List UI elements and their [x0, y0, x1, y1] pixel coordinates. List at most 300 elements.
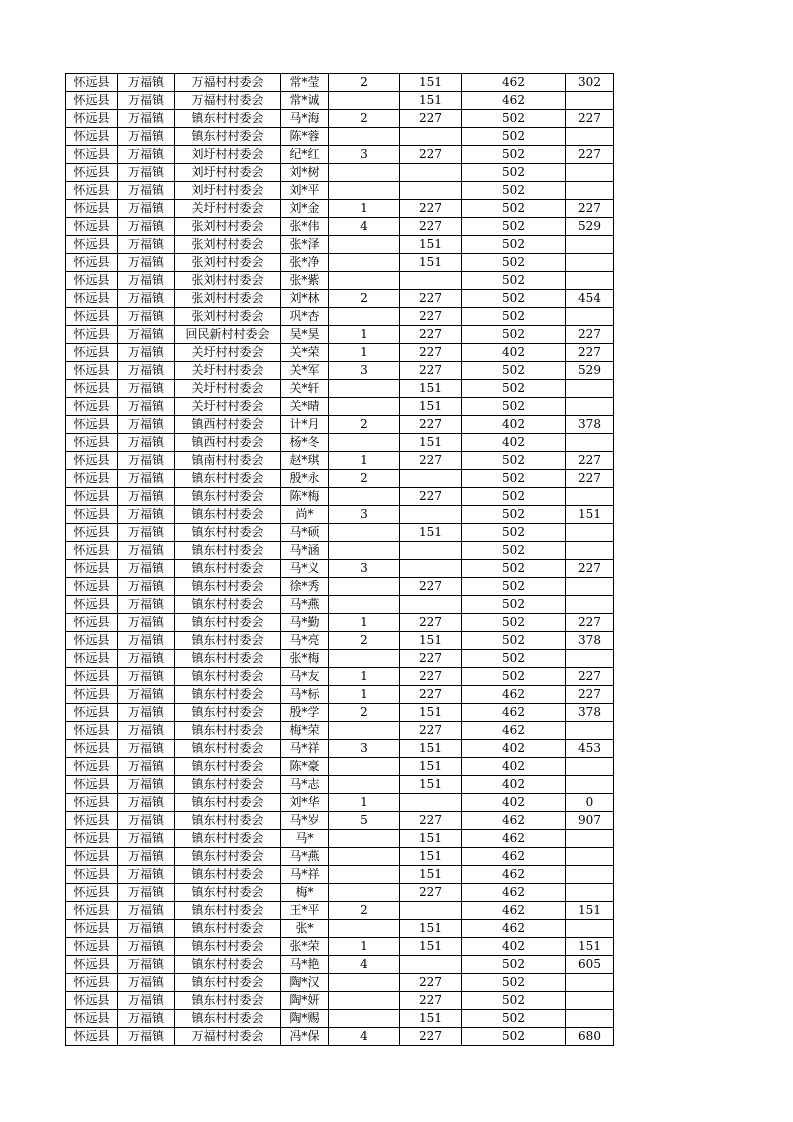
count-cell: 5 [329, 812, 400, 830]
total-cell: 227 [566, 686, 614, 704]
name-cell: 马*涵 [281, 542, 329, 560]
amount-a-cell: 151 [400, 1010, 462, 1028]
table-row [66, 920, 614, 938]
table-row [66, 128, 614, 146]
amount-a-cell: 151 [400, 398, 462, 416]
table-row [66, 470, 614, 488]
town-cell: 万福镇 [118, 398, 175, 416]
village-cell: 刘圩村村委会 [175, 182, 281, 200]
table-row [66, 506, 614, 524]
county-cell: 怀远县 [66, 956, 118, 974]
town-cell: 万福镇 [118, 308, 175, 326]
table-row [66, 1028, 614, 1046]
total-cell [566, 254, 614, 272]
county-cell: 怀远县 [66, 488, 118, 506]
count-cell [329, 542, 400, 560]
name-cell: 关*轩 [281, 380, 329, 398]
total-cell: 227 [566, 614, 614, 632]
amount-b-cell: 462 [462, 866, 566, 884]
amount-a-cell: 227 [400, 884, 462, 902]
table-row [66, 182, 614, 200]
count-cell: 4 [329, 218, 400, 236]
amount-b-cell: 502 [462, 506, 566, 524]
name-cell: 关*军 [281, 362, 329, 380]
count-cell: 1 [329, 326, 400, 344]
town-cell: 万福镇 [118, 956, 175, 974]
table-row [66, 704, 614, 722]
village-cell: 镇东村村委会 [175, 758, 281, 776]
total-cell: 378 [566, 416, 614, 434]
amount-a-cell: 151 [400, 632, 462, 650]
village-cell: 镇南村村委会 [175, 452, 281, 470]
name-cell: 张*伟 [281, 218, 329, 236]
county-cell: 怀远县 [66, 200, 118, 218]
village-cell: 镇东村村委会 [175, 884, 281, 902]
total-cell: 454 [566, 290, 614, 308]
town-cell: 万福镇 [118, 902, 175, 920]
amount-b-cell: 462 [462, 848, 566, 866]
village-cell: 镇东村村委会 [175, 722, 281, 740]
town-cell: 万福镇 [118, 830, 175, 848]
table-row [66, 542, 614, 560]
total-cell: 151 [566, 902, 614, 920]
town-cell: 万福镇 [118, 290, 175, 308]
name-cell: 刘*树 [281, 164, 329, 182]
county-cell: 怀远县 [66, 1010, 118, 1028]
town-cell: 万福镇 [118, 380, 175, 398]
name-cell: 马*燕 [281, 596, 329, 614]
total-cell [566, 992, 614, 1010]
village-cell: 镇东村村委会 [175, 488, 281, 506]
amount-b-cell: 462 [462, 920, 566, 938]
town-cell: 万福镇 [118, 128, 175, 146]
amount-b-cell: 402 [462, 938, 566, 956]
total-cell: 605 [566, 956, 614, 974]
total-cell: 227 [566, 470, 614, 488]
table-row [66, 164, 614, 182]
village-cell: 张刘村村委会 [175, 218, 281, 236]
amount-a-cell: 151 [400, 92, 462, 110]
name-cell: 徐*秀 [281, 578, 329, 596]
town-cell: 万福镇 [118, 650, 175, 668]
count-cell: 2 [329, 416, 400, 434]
amount-a-cell: 227 [400, 488, 462, 506]
total-cell: 227 [566, 452, 614, 470]
village-cell: 镇东村村委会 [175, 704, 281, 722]
name-cell: 陈*梅 [281, 488, 329, 506]
name-cell: 冯*保 [281, 1028, 329, 1046]
count-cell [329, 380, 400, 398]
village-cell: 关圩村村委会 [175, 200, 281, 218]
table-row [66, 254, 614, 272]
total-cell [566, 92, 614, 110]
amount-b-cell: 502 [462, 650, 566, 668]
village-cell: 镇东村村委会 [175, 794, 281, 812]
count-cell [329, 974, 400, 992]
town-cell: 万福镇 [118, 596, 175, 614]
table-row [66, 290, 614, 308]
county-cell: 怀远县 [66, 74, 118, 92]
total-cell: 151 [566, 938, 614, 956]
amount-a-cell: 151 [400, 704, 462, 722]
count-cell: 1 [329, 938, 400, 956]
town-cell: 万福镇 [118, 938, 175, 956]
name-cell: 张*梅 [281, 650, 329, 668]
town-cell: 万福镇 [118, 452, 175, 470]
count-cell [329, 578, 400, 596]
table-row [66, 686, 614, 704]
town-cell: 万福镇 [118, 740, 175, 758]
name-cell: 常*诚 [281, 92, 329, 110]
count-cell: 2 [329, 902, 400, 920]
name-cell: 马*义 [281, 560, 329, 578]
village-cell: 镇东村村委会 [175, 740, 281, 758]
county-cell: 怀远县 [66, 434, 118, 452]
table-row [66, 974, 614, 992]
amount-b-cell: 502 [462, 956, 566, 974]
village-cell: 镇东村村委会 [175, 542, 281, 560]
amount-b-cell: 462 [462, 812, 566, 830]
village-cell: 镇东村村委会 [175, 614, 281, 632]
county-cell: 怀远县 [66, 668, 118, 686]
count-cell [329, 848, 400, 866]
name-cell: 常*莹 [281, 74, 329, 92]
town-cell: 万福镇 [118, 488, 175, 506]
amount-b-cell: 502 [462, 614, 566, 632]
name-cell: 陶*汉 [281, 974, 329, 992]
town-cell: 万福镇 [118, 92, 175, 110]
count-cell: 2 [329, 74, 400, 92]
amount-a-cell: 227 [400, 668, 462, 686]
table-row [66, 722, 614, 740]
total-cell [566, 776, 614, 794]
name-cell: 杨*冬 [281, 434, 329, 452]
amount-b-cell: 462 [462, 902, 566, 920]
village-cell: 张刘村村委会 [175, 272, 281, 290]
count-cell [329, 524, 400, 542]
county-cell: 怀远县 [66, 866, 118, 884]
count-cell: 4 [329, 956, 400, 974]
village-cell: 镇东村村委会 [175, 1010, 281, 1028]
amount-b-cell: 462 [462, 704, 566, 722]
amount-b-cell: 502 [462, 200, 566, 218]
county-cell: 怀远县 [66, 884, 118, 902]
village-cell: 镇西村村委会 [175, 416, 281, 434]
village-cell: 镇东村村委会 [175, 470, 281, 488]
count-cell: 1 [329, 668, 400, 686]
county-cell: 怀远县 [66, 254, 118, 272]
name-cell: 刘*华 [281, 794, 329, 812]
amount-b-cell: 502 [462, 290, 566, 308]
amount-b-cell: 502 [462, 146, 566, 164]
name-cell: 马*友 [281, 668, 329, 686]
amount-b-cell: 502 [462, 380, 566, 398]
amount-a-cell [400, 902, 462, 920]
amount-a-cell: 151 [400, 920, 462, 938]
name-cell: 张*泽 [281, 236, 329, 254]
data-table [65, 73, 614, 1046]
amount-b-cell: 502 [462, 542, 566, 560]
table-row [66, 524, 614, 542]
total-cell: 453 [566, 740, 614, 758]
total-cell [566, 308, 614, 326]
count-cell [329, 830, 400, 848]
county-cell: 怀远县 [66, 272, 118, 290]
total-cell [566, 758, 614, 776]
amount-b-cell: 502 [462, 164, 566, 182]
table-row [66, 776, 614, 794]
amount-a-cell: 151 [400, 776, 462, 794]
table-row [66, 326, 614, 344]
table-row [66, 92, 614, 110]
amount-b-cell: 462 [462, 74, 566, 92]
name-cell: 马*祥 [281, 866, 329, 884]
amount-b-cell: 502 [462, 362, 566, 380]
name-cell: 刘*金 [281, 200, 329, 218]
amount-a-cell: 151 [400, 254, 462, 272]
table-row [66, 632, 614, 650]
count-cell [329, 128, 400, 146]
town-cell: 万福镇 [118, 524, 175, 542]
amount-a-cell: 227 [400, 218, 462, 236]
total-cell [566, 236, 614, 254]
amount-b-cell: 502 [462, 326, 566, 344]
total-cell [566, 650, 614, 668]
county-cell: 怀远县 [66, 1028, 118, 1046]
table-row [66, 830, 614, 848]
county-cell: 怀远县 [66, 506, 118, 524]
total-cell: 378 [566, 632, 614, 650]
village-cell: 镇东村村委会 [175, 524, 281, 542]
amount-a-cell: 227 [400, 452, 462, 470]
count-cell [329, 866, 400, 884]
county-cell: 怀远县 [66, 128, 118, 146]
total-cell [566, 164, 614, 182]
amount-a-cell: 151 [400, 758, 462, 776]
amount-a-cell: 227 [400, 362, 462, 380]
town-cell: 万福镇 [118, 1010, 175, 1028]
amount-a-cell [400, 542, 462, 560]
county-cell: 怀远县 [66, 380, 118, 398]
name-cell: 陶*赐 [281, 1010, 329, 1028]
count-cell [329, 722, 400, 740]
village-cell: 万福村村委会 [175, 74, 281, 92]
county-cell: 怀远县 [66, 920, 118, 938]
town-cell: 万福镇 [118, 722, 175, 740]
amount-b-cell: 502 [462, 398, 566, 416]
amount-a-cell: 227 [400, 1028, 462, 1046]
county-cell: 怀远县 [66, 236, 118, 254]
town-cell: 万福镇 [118, 434, 175, 452]
total-cell [566, 488, 614, 506]
amount-b-cell: 402 [462, 344, 566, 362]
town-cell: 万福镇 [118, 632, 175, 650]
county-cell: 怀远县 [66, 110, 118, 128]
amount-b-cell: 502 [462, 110, 566, 128]
name-cell: 马*岁 [281, 812, 329, 830]
village-cell: 镇东村村委会 [175, 812, 281, 830]
total-cell [566, 542, 614, 560]
count-cell [329, 992, 400, 1010]
village-cell: 镇东村村委会 [175, 668, 281, 686]
total-cell: 227 [566, 146, 614, 164]
town-cell: 万福镇 [118, 578, 175, 596]
village-cell: 镇东村村委会 [175, 506, 281, 524]
table-row [66, 308, 614, 326]
total-cell: 529 [566, 362, 614, 380]
amount-b-cell: 462 [462, 830, 566, 848]
county-cell: 怀远县 [66, 776, 118, 794]
amount-a-cell: 227 [400, 812, 462, 830]
table-row [66, 344, 614, 362]
town-cell: 万福镇 [118, 146, 175, 164]
count-cell [329, 92, 400, 110]
village-cell: 万福村村委会 [175, 92, 281, 110]
table-row [66, 956, 614, 974]
town-cell: 万福镇 [118, 866, 175, 884]
count-cell: 1 [329, 614, 400, 632]
count-cell: 3 [329, 146, 400, 164]
total-cell [566, 398, 614, 416]
name-cell: 尚* [281, 506, 329, 524]
county-cell: 怀远县 [66, 650, 118, 668]
count-cell: 2 [329, 110, 400, 128]
town-cell: 万福镇 [118, 812, 175, 830]
name-cell: 马*志 [281, 776, 329, 794]
village-cell: 镇东村村委会 [175, 866, 281, 884]
total-cell: 227 [566, 344, 614, 362]
count-cell [329, 776, 400, 794]
total-cell [566, 866, 614, 884]
amount-a-cell: 151 [400, 524, 462, 542]
total-cell [566, 830, 614, 848]
count-cell [329, 254, 400, 272]
total-cell [566, 380, 614, 398]
total-cell: 227 [566, 110, 614, 128]
amount-b-cell: 402 [462, 434, 566, 452]
table-row [66, 758, 614, 776]
amount-a-cell [400, 596, 462, 614]
count-cell: 3 [329, 560, 400, 578]
amount-a-cell: 227 [400, 308, 462, 326]
name-cell: 梅*荣 [281, 722, 329, 740]
count-cell [329, 272, 400, 290]
town-cell: 万福镇 [118, 614, 175, 632]
amount-a-cell: 227 [400, 290, 462, 308]
county-cell: 怀远县 [66, 524, 118, 542]
town-cell: 万福镇 [118, 560, 175, 578]
total-cell [566, 272, 614, 290]
table-row [66, 362, 614, 380]
count-cell [329, 398, 400, 416]
county-cell: 怀远县 [66, 812, 118, 830]
count-cell: 2 [329, 290, 400, 308]
table-row [66, 740, 614, 758]
table-row [66, 1010, 614, 1028]
total-cell: 227 [566, 326, 614, 344]
table-row [66, 650, 614, 668]
name-cell: 马*硕 [281, 524, 329, 542]
table-row [66, 596, 614, 614]
amount-a-cell: 151 [400, 236, 462, 254]
town-cell: 万福镇 [118, 794, 175, 812]
amount-b-cell: 502 [462, 488, 566, 506]
town-cell: 万福镇 [118, 344, 175, 362]
total-cell [566, 434, 614, 452]
amount-b-cell: 462 [462, 722, 566, 740]
count-cell [329, 1010, 400, 1028]
village-cell: 张刘村村委会 [175, 308, 281, 326]
name-cell: 马*海 [281, 110, 329, 128]
name-cell: 陈*豪 [281, 758, 329, 776]
count-cell: 2 [329, 632, 400, 650]
town-cell: 万福镇 [118, 848, 175, 866]
total-cell [566, 1010, 614, 1028]
name-cell: 陶*妍 [281, 992, 329, 1010]
county-cell: 怀远县 [66, 686, 118, 704]
table-row [66, 560, 614, 578]
town-cell: 万福镇 [118, 470, 175, 488]
name-cell: 张* [281, 920, 329, 938]
village-cell: 关圩村村委会 [175, 398, 281, 416]
name-cell: 刘*平 [281, 182, 329, 200]
table-row [66, 236, 614, 254]
table-row [66, 452, 614, 470]
amount-b-cell: 502 [462, 128, 566, 146]
town-cell: 万福镇 [118, 1028, 175, 1046]
total-cell [566, 524, 614, 542]
amount-a-cell: 227 [400, 650, 462, 668]
amount-a-cell [400, 506, 462, 524]
amount-a-cell [400, 272, 462, 290]
county-cell: 怀远县 [66, 578, 118, 596]
amount-b-cell: 502 [462, 632, 566, 650]
total-cell [566, 848, 614, 866]
count-cell [329, 236, 400, 254]
county-cell: 怀远县 [66, 794, 118, 812]
total-cell: 227 [566, 668, 614, 686]
village-cell: 镇东村村委会 [175, 956, 281, 974]
town-cell: 万福镇 [118, 200, 175, 218]
count-cell [329, 758, 400, 776]
county-cell: 怀远县 [66, 398, 118, 416]
amount-b-cell: 502 [462, 668, 566, 686]
name-cell: 殷*学 [281, 704, 329, 722]
name-cell: 计*月 [281, 416, 329, 434]
county-cell: 怀远县 [66, 470, 118, 488]
count-cell [329, 434, 400, 452]
county-cell: 怀远县 [66, 416, 118, 434]
name-cell: 巩*杏 [281, 308, 329, 326]
town-cell: 万福镇 [118, 686, 175, 704]
town-cell: 万福镇 [118, 110, 175, 128]
amount-b-cell: 462 [462, 884, 566, 902]
amount-a-cell [400, 128, 462, 146]
county-cell: 怀远县 [66, 740, 118, 758]
county-cell: 怀远县 [66, 596, 118, 614]
count-cell [329, 182, 400, 200]
count-cell [329, 884, 400, 902]
total-cell: 529 [566, 218, 614, 236]
amount-b-cell: 502 [462, 272, 566, 290]
total-cell: 378 [566, 704, 614, 722]
count-cell: 1 [329, 344, 400, 362]
village-cell: 镇西村村委会 [175, 434, 281, 452]
town-cell: 万福镇 [118, 974, 175, 992]
county-cell: 怀远县 [66, 974, 118, 992]
count-cell [329, 164, 400, 182]
amount-a-cell: 151 [400, 830, 462, 848]
